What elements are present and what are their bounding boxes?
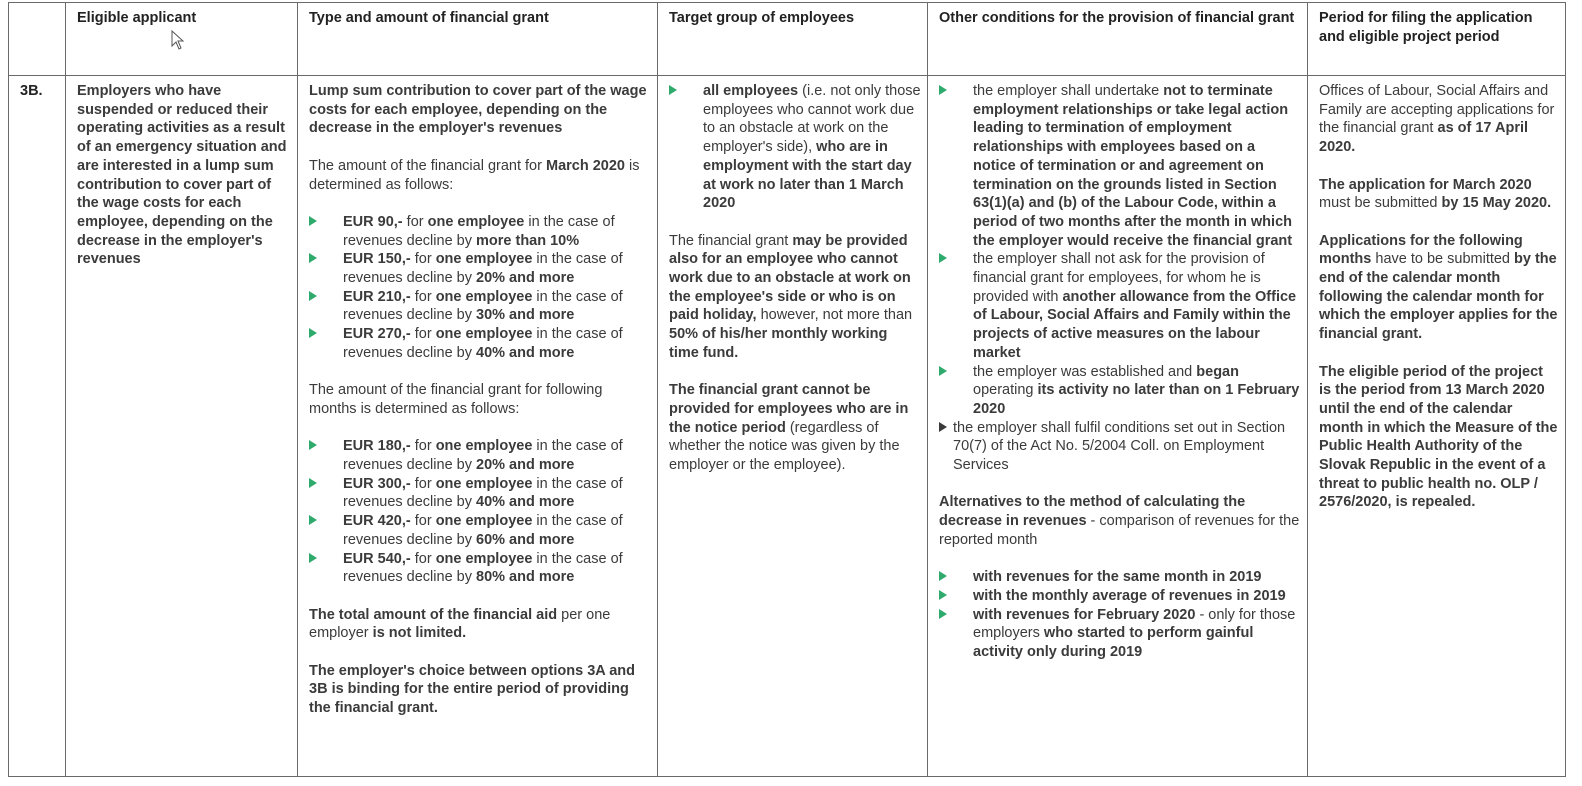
bullet-arrow-icon bbox=[309, 216, 317, 226]
grant-heading: Lump sum contribution to cover part of the wage costs for each employee, depending on the decrease in the employer's revenues bbox=[309, 83, 647, 137]
list-item: with the monthly average of revenues in 2019 bbox=[939, 587, 1301, 606]
list-item: EUR 300,- for one employee in the case of revenues decline by 40% and more bbox=[309, 475, 651, 512]
bullet-arrow-icon bbox=[669, 85, 677, 95]
target-paragraph-2: The financial grant may be provided also for an employee who cannot work due to an obstacle at work on the employee's side or who is on paid holiday, however, not more than 50% of his/her monthly working time fund. bbox=[669, 232, 913, 361]
list-item: with revenues for the same month in 2019 bbox=[939, 568, 1301, 587]
bullet-arrow-icon bbox=[309, 253, 317, 263]
grant-table bbox=[8, 2, 1566, 777]
list-item: EUR 90,- for one employee in the case of revenues decline by more than 10% bbox=[309, 213, 651, 250]
list-item: EUR 180,- for one employee in the case of revenues decline by 20% and more bbox=[309, 437, 651, 474]
header-type-amount: Type and amount of financial grant bbox=[298, 3, 658, 76]
alternatives-list bbox=[939, 568, 1301, 662]
list-item: EUR 150,- for one employee in the case of revenues decline by 20% and more bbox=[309, 250, 651, 287]
bullet-arrow-icon bbox=[939, 366, 947, 376]
period-paragraph-3: Applications for the following months have to be submitted by the end of the calendar month following the calendar month for which the employer applies for the financial grant. bbox=[1319, 232, 1558, 343]
bullet-arrow-icon bbox=[309, 553, 317, 563]
bullet-arrow-icon bbox=[939, 609, 947, 619]
conditions-list bbox=[939, 82, 1301, 475]
target-paragraph-3: The financial grant cannot be provided for employees who are in the notice period (regardless of whether the notice was given by the employer or the employee). bbox=[669, 382, 909, 474]
cell-target bbox=[658, 76, 928, 777]
bullet-arrow-icon bbox=[309, 291, 317, 301]
cell-grant bbox=[298, 76, 658, 777]
header-id bbox=[9, 3, 66, 76]
cell-conditions bbox=[928, 76, 1308, 777]
list-item: the employer shall fulfil conditions set out in Section 70(7) of the Act No. 5/2004 Coll. on Employment Services bbox=[939, 419, 1301, 475]
header-row bbox=[9, 3, 1566, 76]
bullet-arrow-icon bbox=[939, 85, 947, 95]
target-list bbox=[669, 82, 921, 213]
bullet-arrow-icon bbox=[939, 571, 947, 581]
period-paragraph-1: Offices of Labour, Social Affairs and Family are accepting applications for the financial grant as of 17 April 2020. bbox=[1319, 83, 1555, 156]
bullet-arrow-icon bbox=[309, 515, 317, 525]
list-item: the employer was established and began operating its activity no later than on 1 February 2020 bbox=[939, 363, 1301, 419]
grant-choice: The employer's choice between options 3A and 3B is binding for the entire period of providing the financial grant. bbox=[309, 662, 636, 717]
grant-march-intro: The amount of the financial grant for March 2020 is determined as follows: bbox=[309, 157, 640, 193]
list-item: EUR 270,- for one employee in the case of revenues decline by 40% and more bbox=[309, 325, 651, 362]
bullet-arrow-icon bbox=[939, 590, 947, 600]
table-row bbox=[9, 76, 1566, 777]
applicant-text: Employers who have suspended or reduced their operating activities as a result of an emergency situation and are interested in a lump sum contribution to cover part of the wage costs for each employee, depending on the decrease in the employer's revenues bbox=[77, 83, 287, 268]
header-other-conditions: Other conditions for the provision of financial grant bbox=[928, 3, 1308, 76]
bullet-arrow-icon bbox=[309, 440, 317, 450]
list-item: EUR 540,- for one employee in the case of revenues decline by 80% and more bbox=[309, 550, 651, 587]
grant-following-intro: The amount of the financial grant for following months is determined as follows: bbox=[309, 382, 603, 417]
alternatives-intro: Alternatives to the method of calculating the decrease in revenues - comparison of revenues for the reported month bbox=[939, 494, 1300, 548]
mouse-cursor-icon bbox=[171, 30, 185, 50]
march-amount-list bbox=[309, 213, 651, 363]
row-id: 3B. bbox=[9, 76, 66, 777]
bullet-arrow-icon bbox=[939, 422, 947, 432]
header-period: Period for filing the application and eligible project period bbox=[1308, 3, 1566, 76]
header-eligible-applicant: Eligible applicant bbox=[66, 3, 298, 76]
list-item: with revenues for February 2020 - only for those employers who started to perform gainful activity only during 2019 bbox=[939, 606, 1301, 662]
cell-applicant bbox=[66, 76, 298, 777]
following-amount-list bbox=[309, 437, 651, 587]
bullet-arrow-icon bbox=[939, 253, 947, 263]
bullet-arrow-icon bbox=[309, 478, 317, 488]
list-item: the employer shall not ask for the provision of financial grant for employees, for whom he is provided with another allowance from the Office of Labour, Social Affairs and Family within the projects of active measures on the labour market bbox=[939, 250, 1301, 362]
header-target-group: Target group of employees bbox=[658, 3, 928, 76]
list-item: EUR 420,- for one employee in the case of revenues decline by 60% and more bbox=[309, 512, 651, 549]
list-item: the employer shall undertake not to terminate employment relationships or take legal action leading to termination of employment relationships with employees based on a notice of termination or and agreement on termination on the grounds listed in Section 63(1)(a) and (b) of the Labour Code, within a period of two months after the month in which the employer would receive the financial grant bbox=[939, 82, 1301, 250]
bullet-arrow-icon bbox=[309, 328, 317, 338]
cell-period bbox=[1308, 76, 1566, 777]
list-item: all employees (i.e. not only those employees who cannot work due to an obstacle at work on the employer's side), who are in employment with the start day at work no later than 1 March 2020 bbox=[669, 82, 921, 213]
list-item: EUR 210,- for one employee in the case of revenues decline by 30% and more bbox=[309, 288, 651, 325]
period-paragraph-2: The application for March 2020 must be submitted by 15 May 2020. bbox=[1319, 176, 1552, 212]
period-paragraph-4: The eligible period of the project is the period from 13 March 2020 until the end of the calendar month in which the Measure of the Public Health Authority of the Slovak Republic in the event of a threat to public health no. OLP / 2576/2020, is repealed. bbox=[1319, 363, 1558, 511]
grant-total: The total amount of the financial aid per one employer is not limited. bbox=[309, 606, 611, 642]
